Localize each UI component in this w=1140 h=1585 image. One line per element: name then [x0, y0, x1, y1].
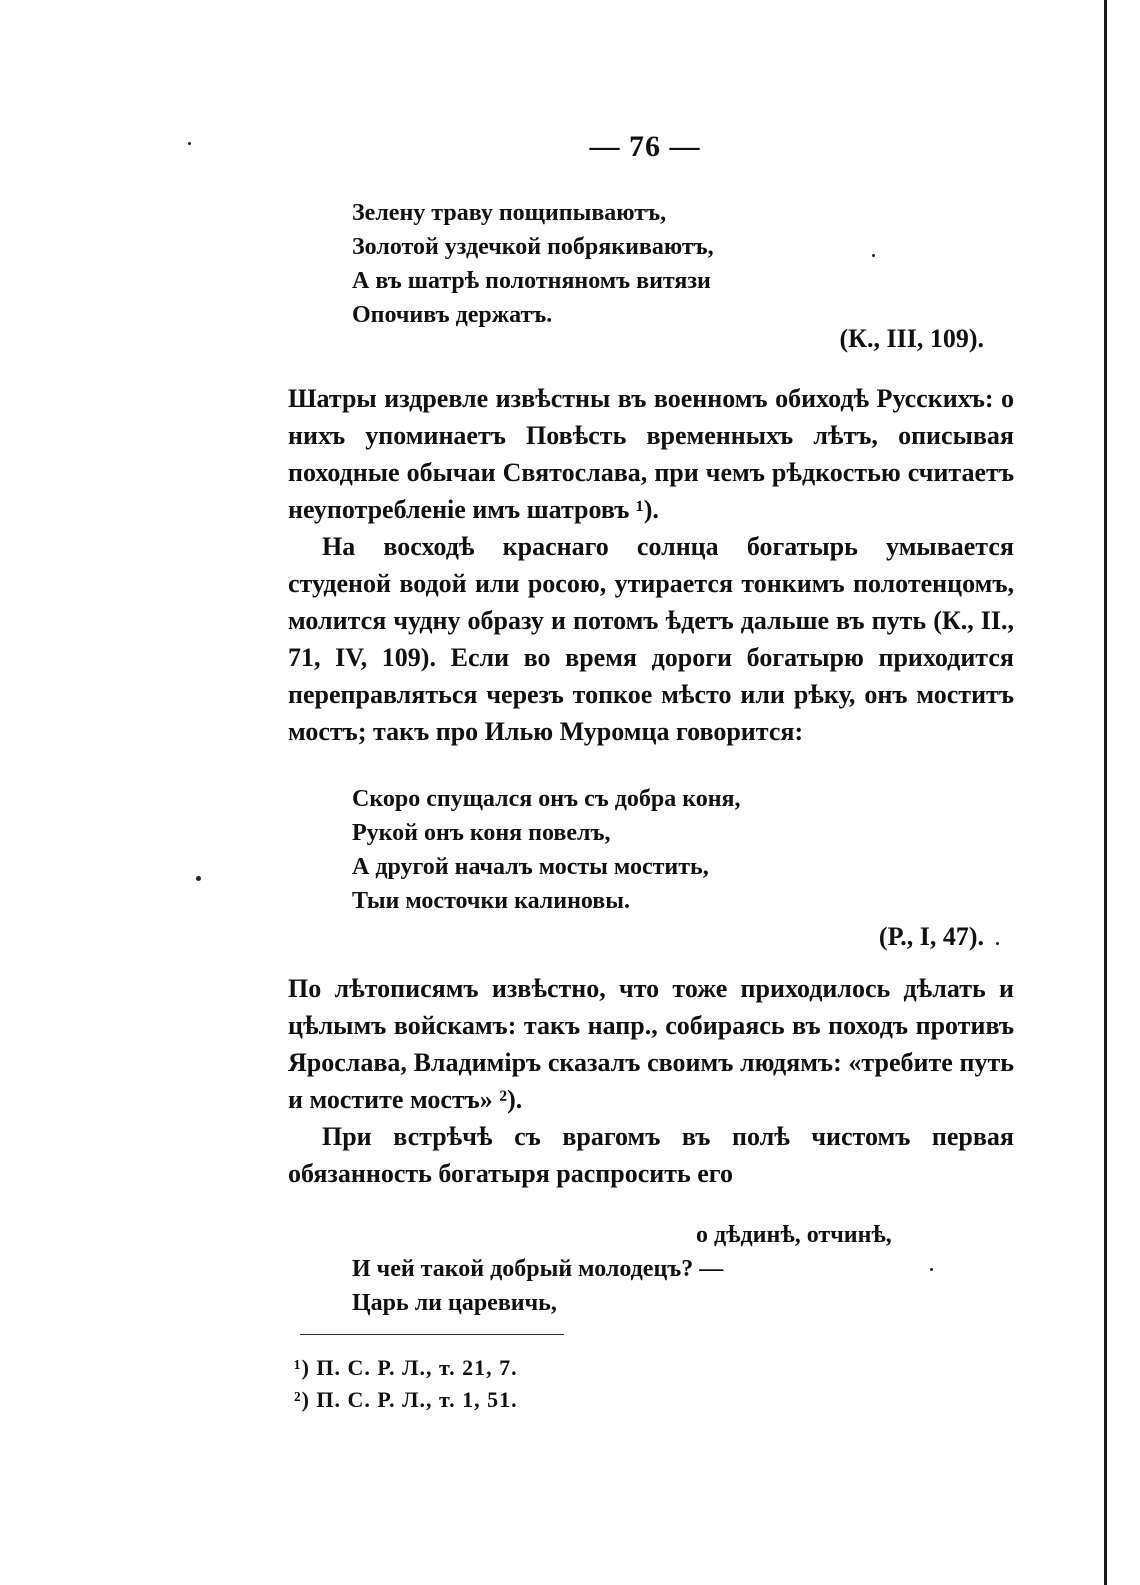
scan-speck — [996, 942, 999, 945]
scan-speck — [196, 876, 201, 881]
verse-citation-2: (Р., I, 47). — [878, 922, 984, 951]
scan-edge-line — [1104, 0, 1107, 1585]
verse-line: А въ шатрѣ полотняномъ витязи — [352, 268, 711, 294]
footnotes — [294, 1352, 518, 1416]
verse-line: о дѣдинѣ, отчинѣ, — [696, 1222, 892, 1248]
verse-line: Скоро спущался онъ съ добра коня, — [352, 786, 741, 812]
prose-block-2 — [288, 970, 1014, 1192]
paragraph: По лѣтописямъ извѣстно, что тоже приходилось дѣлать и цѣлымъ войскамъ: такъ напр., собираясь въ походъ противъ Ярослава, Владиміръ сказалъ своимъ людямъ: «требите путь и мостите мостъ» ²). — [288, 974, 1014, 1114]
verse-block-3 — [352, 1218, 892, 1320]
paragraph: На восходѣ краснаго солнца богатырь умывается студеной водой или росою, утирается тонкимъ полотенцомъ, молится чудну образу и потомъ ѣдетъ дальше въ путь (К., II., 71, IV, 109). Если во время дороги богатырю приходится переправляться черезъ топкое мѣсто или рѣку, онъ моститъ мостъ; такъ про Илью Муромца говорится: — [288, 532, 1014, 746]
page-number: — 76 — — [589, 130, 701, 163]
footnote: ²) П. С. Р. Л., т. 1, 51. — [294, 1387, 518, 1412]
verse-line: Золотой уздечкой побрякиваютъ, — [352, 234, 714, 260]
scan-speck — [872, 254, 875, 257]
verse-line: Зелену траву пощипываютъ, — [352, 200, 667, 226]
verse-line: Царь ли царевичь, — [352, 1290, 557, 1316]
verse-citation-1: (К., III, 109). — [839, 324, 984, 353]
scan-speck — [188, 142, 191, 145]
footnote: ¹) П. С. Р. Л., т. 21, 7. — [294, 1355, 518, 1380]
paragraph: При встрѣчѣ съ врагомъ въ полѣ чистомъ первая обязанность богатыря распросить его — [288, 1122, 1014, 1188]
verse-block-1 — [352, 196, 714, 332]
verse-line: Тыи мосточки калиновы. — [352, 888, 631, 914]
verse-line: Рукой онъ коня повелъ, — [352, 820, 611, 846]
scan-speck — [930, 1268, 933, 1271]
verse-line: Опочивъ держатъ. — [352, 302, 553, 328]
verse-line: А другой началъ мосты мостить, — [352, 854, 709, 880]
verse-block-2 — [352, 782, 741, 918]
verse-line: И чей такой добрый молодецъ? — — [352, 1256, 724, 1282]
footnote-divider — [300, 1334, 564, 1335]
prose-block-1 — [288, 380, 1014, 750]
paragraph: Шатры издревле извѣстны въ военномъ обиходѣ Русскихъ: о нихъ упоминаетъ Повѣсть временныхъ лѣтъ, описывая походные обычаи Святослава, при чемъ рѣдкостью считаетъ неупотребленіе имъ шатровъ ¹). — [288, 384, 1014, 524]
